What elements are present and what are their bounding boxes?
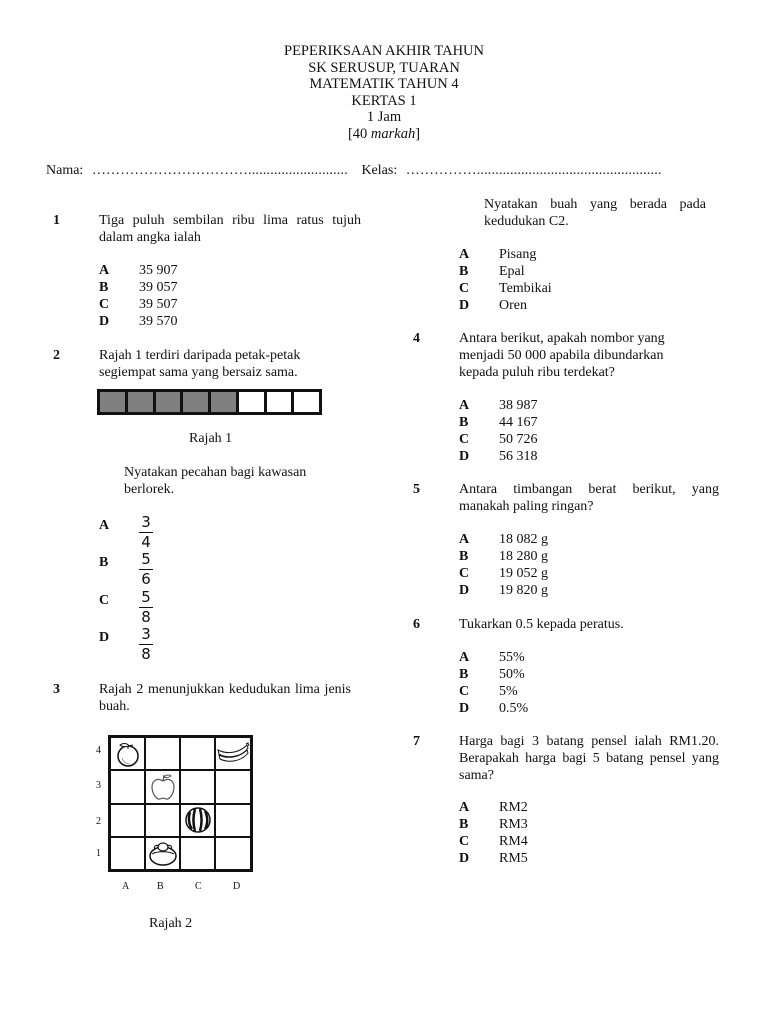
options-list [459,397,609,465]
question-text: Rajah 2 menunjukkan kedudukan lima jenis buah. [99,682,351,714]
option-letter: B [459,264,469,279]
cell-d2 [215,804,251,837]
option-a[interactable] [99,514,179,552]
option-d[interactable] [99,313,249,330]
marks-suffix: ] [415,125,421,142]
option-c[interactable] [459,833,609,850]
cell-b3 [145,770,180,803]
option-a[interactable] [459,531,609,548]
option-c[interactable] [459,683,609,700]
option-d[interactable] [459,700,609,717]
option-value: Oren [499,298,527,313]
option-c[interactable] [459,565,609,582]
numerator: 3 [141,513,151,531]
option-b[interactable] [459,414,609,431]
exam-title: PEPERIKSAAN AKHIR TAHUN [284,43,484,59]
student-info-row [46,163,726,179]
option-letter: A [459,247,470,262]
cell-a4 [110,737,145,770]
option-d[interactable] [99,626,179,664]
option-b[interactable] [99,279,249,296]
question-number: 6 [413,617,420,632]
option-letter: B [99,280,109,295]
option-letter: D [459,851,470,866]
mangosteen-icon [147,839,179,867]
question-text: Tiga puluh sembilan ribu lima ratus tujuh dalam angka ialah [99,213,361,245]
option-letter: A [459,800,470,815]
option-value: 39 507 [139,297,178,312]
marks-prefix: [40 [347,125,371,142]
cell-c3 [180,770,215,803]
cell-d1 [215,837,251,870]
cell-d3 [215,770,251,803]
question-text: Rajah 1 terdiri daripada petak-petak segiempat sama yang bersaiz sama. [99,348,301,380]
option-letter: B [459,549,469,564]
option-value: 5% [499,684,518,699]
option-c[interactable] [99,296,249,313]
option-a[interactable] [459,246,609,263]
option-value: 50 726 [499,432,538,447]
option-value: RM4 [499,834,528,849]
option-value: 38 987 [499,398,538,413]
option-c[interactable] [459,431,609,448]
option-a[interactable] [459,397,609,414]
question-text: Tukarkan 0.5 kepada peratus. [459,617,624,632]
option-letter: B [459,415,469,430]
question-number: 5 [413,482,420,497]
option-b[interactable] [459,548,609,565]
fraction [139,626,153,663]
option-b[interactable] [459,263,609,280]
option-value: 0.5% [499,701,529,716]
cell-a1 [110,837,145,870]
class-field[interactable]: …………….................................................. [405,163,662,178]
option-value: 44 167 [499,415,538,430]
exam-header [0,43,768,143]
option-letter: D [99,630,110,645]
total-marks [0,126,768,143]
denominator: 4 [141,533,151,551]
options-list [99,262,249,330]
question-text: Harga bagi 3 batang pensel ialah RM1.20. Berapakah harga bagi 5 batang pensel yang sama? [459,734,719,783]
figure-caption: Rajah 1 [189,431,233,446]
option-value: 39 057 [139,280,178,295]
row-label: 4 [96,745,101,756]
option-value: 35 907 [139,263,178,278]
option-letter: A [99,518,110,533]
blank-square [294,392,319,412]
option-value: 56 318 [499,449,538,464]
option-value: 55% [499,650,525,665]
col-label: B [157,881,164,892]
options-list [459,799,609,867]
denominator: 8 [141,645,151,663]
option-value: 39 570 [139,314,178,329]
option-letter: D [459,701,470,716]
option-a[interactable] [459,649,609,666]
row-label: 3 [96,780,101,791]
option-letter: D [459,449,470,464]
options-list [459,246,609,314]
option-letter: C [459,834,470,849]
shaded-square [156,392,181,412]
blank-square [267,392,292,412]
option-letter: C [459,281,470,296]
class-label: Kelas: [361,163,398,178]
question-number: 1 [53,213,60,228]
row-label: 2 [96,816,101,827]
option-a[interactable] [99,262,249,279]
numerator: 5 [141,588,151,606]
option-value: RM5 [499,851,528,866]
option-letter: D [459,583,470,598]
row-label: 1 [96,848,101,859]
option-value: 19 052 g [499,566,548,581]
orange-icon [114,740,142,768]
option-c[interactable] [99,589,179,627]
option-value: Tembikai [499,281,552,296]
watermelon-icon [184,806,212,834]
question-number: 4 [413,331,420,346]
rajah-1-figure [97,389,322,415]
option-letter: C [99,593,110,608]
question-number: 2 [53,348,60,363]
option-letter: B [459,667,469,682]
denominator: 8 [141,608,151,626]
option-d[interactable] [459,582,609,599]
options-list [459,649,609,717]
question-number: 3 [53,682,60,697]
option-letter: C [459,432,470,447]
paper-number: KERTAS 1 [351,92,417,109]
apple-icon [149,772,177,802]
option-d[interactable] [459,850,609,867]
shaded-square [128,392,153,412]
option-b[interactable] [99,551,179,589]
cell-c4 [180,737,215,770]
cell-a2 [110,804,145,837]
option-letter: C [459,566,470,581]
option-letter: A [99,263,110,278]
option-letter: C [459,684,470,699]
fraction [139,589,153,626]
question-text: Antara berikut, apakah nombor yang menjadi 50 000 apabila dibundarkan kepada puluh ribu terdekat? [459,331,665,380]
fraction [139,551,153,588]
rajah-2-grid [108,735,253,872]
duration: 1 Jam [366,109,402,126]
marks-word: markah [370,125,416,142]
option-d[interactable] [459,297,609,314]
option-letter: A [459,532,470,547]
cell-b1 [145,837,180,870]
option-value: Pisang [499,247,537,262]
cell-b2 [145,804,180,837]
shaded-square [100,392,125,412]
cell-a3 [110,770,145,803]
numerator: 5 [141,550,151,568]
option-b[interactable] [459,816,609,833]
option-c[interactable] [459,280,609,297]
option-value: RM3 [499,817,528,832]
option-letter: B [459,817,469,832]
shaded-square [211,392,236,412]
name-field[interactable]: ……………………………........................... [91,163,348,178]
cell-d4 [215,737,251,770]
option-letter: D [99,314,110,329]
fraction [139,514,153,551]
option-letter: D [459,298,470,313]
option-letter: C [99,297,110,312]
subject-name: MATEMATIK TAHUN 4 [309,76,459,93]
option-a[interactable] [459,799,609,816]
option-b[interactable] [459,666,609,683]
name-label: Nama: [46,163,84,178]
options-list [459,531,609,599]
banana-icon [216,742,250,766]
question-prompt: Nyatakan buah yang berada pada kedudukan C2. [484,197,706,229]
shaded-square [183,392,208,412]
option-letter: A [459,650,470,665]
numerator: 3 [141,625,151,643]
blank-square [239,392,264,412]
school-name: SK SERUSUP, TUARAN [308,59,460,76]
cell-b4 [145,737,180,770]
question-text: Antara timbangan berat berikut, yang manakah paling ringan? [459,482,719,514]
denominator: 6 [141,570,151,588]
col-label: C [195,881,202,892]
option-value: 19 820 g [499,583,548,598]
option-value: Epal [499,264,525,279]
cell-c2 [180,804,215,837]
option-letter: A [459,398,470,413]
col-label: D [233,881,241,892]
option-value: 18 280 g [499,549,548,564]
option-value: 50% [499,667,525,682]
col-label: A [122,881,130,892]
option-value: 18 082 g [499,532,548,547]
option-d[interactable] [459,448,609,465]
figure-caption: Rajah 2 [149,916,193,931]
question-number: 7 [413,734,420,749]
option-letter: B [99,555,109,570]
question-prompt: Nyatakan pecahan bagi kawasan berlorek. [124,465,307,497]
option-value: RM2 [499,800,528,815]
cell-c1 [180,837,215,870]
